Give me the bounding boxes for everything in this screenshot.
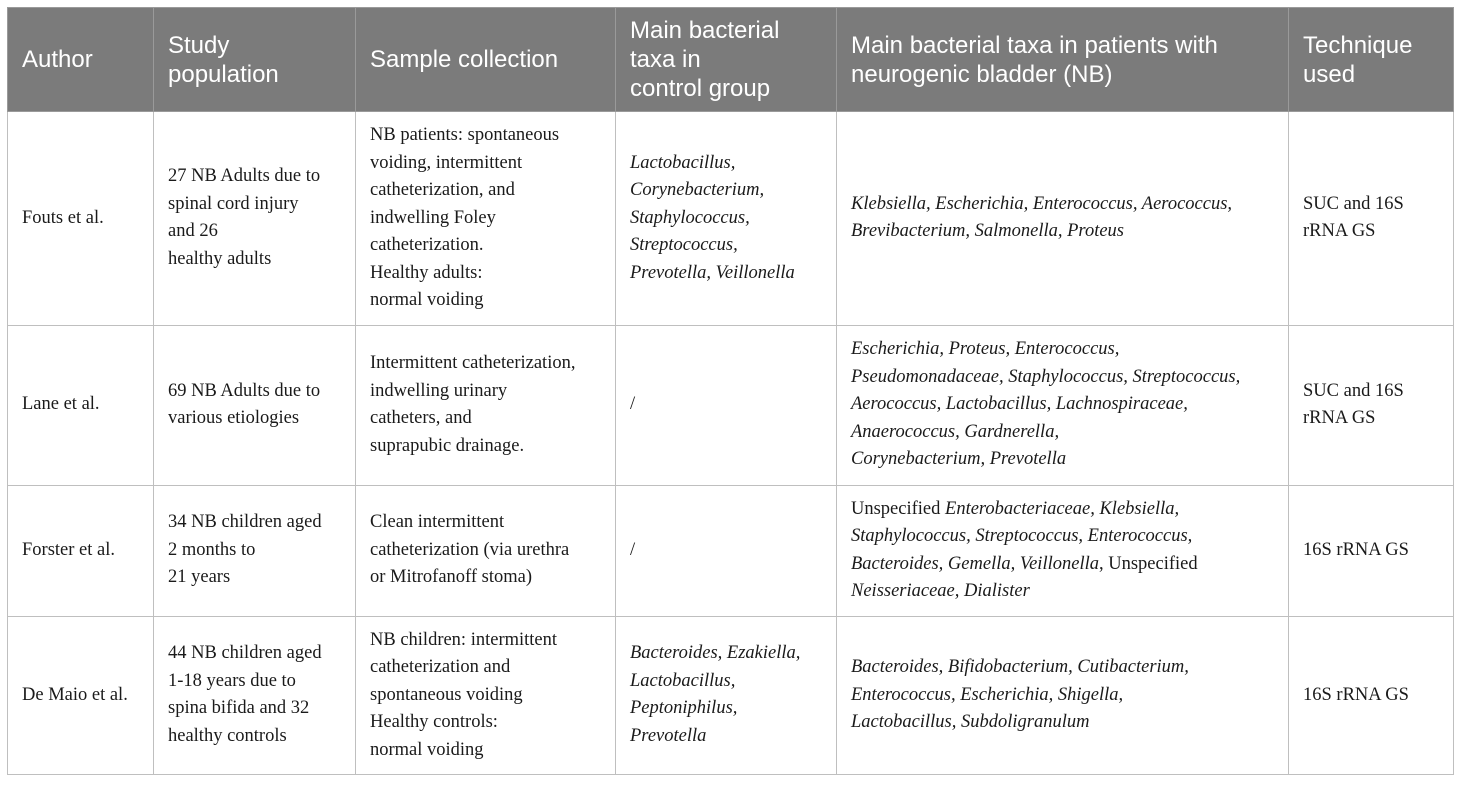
- header-line: control group: [630, 75, 771, 102]
- cell-population: [154, 325, 356, 485]
- cell-line: [851, 578, 1274, 606]
- header-line: taxa in: [630, 46, 701, 73]
- cell-line: 1-18 years due to: [168, 670, 296, 691]
- cell-line: suprapubic drainage.: [370, 435, 525, 456]
- cell-line: Intermittent catheterization,: [370, 353, 576, 373]
- cell-control-taxa: [616, 112, 837, 326]
- cell-line: Lane et al.: [22, 394, 100, 415]
- cell-line: catheterization, and: [370, 180, 515, 200]
- cell-nb-taxa: [837, 325, 1289, 485]
- cell-line: [851, 523, 1274, 551]
- cell-sample-collection: [356, 112, 616, 326]
- cell-line: 16S rRNA GS: [1303, 684, 1409, 705]
- cell-line: Prevotella: [630, 725, 707, 746]
- cell-population: [154, 112, 356, 326]
- cell-line: Aerococcus, Lactobacillus, Lachnospiraceae,: [851, 394, 1188, 415]
- cell-line: healthy controls: [168, 725, 287, 746]
- cell-technique: [1289, 616, 1454, 775]
- header-line: Study: [168, 31, 230, 59]
- cell-line: and 26: [168, 221, 218, 242]
- cell-line: Streptococcus,: [630, 235, 738, 255]
- cell-sample-collection: [356, 616, 616, 775]
- table-row: [8, 112, 1454, 326]
- cell-line: Forster et al.: [22, 539, 115, 560]
- cell-line: Peptoniphilus,: [630, 698, 738, 719]
- cell-author: [8, 325, 154, 485]
- cell-line: spina bifida and 32: [168, 698, 310, 719]
- header-line: Main bacterial: [630, 17, 780, 44]
- cell-line: Enterococcus, Escherichia, Shigella,: [851, 684, 1124, 705]
- cell-line: Clean intermittent: [370, 512, 505, 533]
- cell-line: spontaneous voiding: [370, 684, 523, 705]
- cell-line: various etiologies: [168, 408, 300, 428]
- cell-line: Escherichia, Proteus, Enterococcus,: [851, 339, 1120, 360]
- text-run: Bacteroides, Gemella, Veillonella: [851, 553, 1099, 574]
- cell-line: Healthy controls:: [370, 712, 498, 732]
- cell-line: NB patients: spontaneous: [370, 125, 560, 145]
- cell-author: [8, 616, 154, 775]
- cell-line: normal voiding: [370, 739, 484, 760]
- cell-line: Brevibacterium, Salmonella, Proteus: [851, 221, 1124, 242]
- cell-line: 69 NB Adults due to: [168, 380, 321, 401]
- text-run: Neisseriaceae, Dialister: [851, 581, 1030, 601]
- cell-line: 2 months to: [168, 539, 256, 560]
- header-line: Sample collection: [370, 46, 559, 73]
- table-body: [8, 112, 1454, 775]
- table-row: [8, 616, 1454, 775]
- cell-line: /: [630, 394, 636, 415]
- cell-line: Lactobacillus,: [630, 152, 736, 173]
- cell-line: voiding, intermittent: [370, 152, 523, 173]
- cell-technique: [1289, 112, 1454, 326]
- cell-line: SUC and 16S: [1303, 380, 1404, 401]
- header-technique: [1289, 8, 1454, 112]
- cell-line: catheterization (via urethra: [370, 539, 570, 560]
- cell-line: healthy adults: [168, 248, 272, 269]
- header-line: Technique: [1303, 31, 1413, 59]
- header-study-population: [154, 8, 356, 112]
- microbiome-studies-table: [7, 7, 1454, 775]
- cell-control-taxa: [616, 325, 837, 485]
- cell-line: rRNA GS: [1303, 221, 1376, 242]
- cell-technique: [1289, 325, 1454, 485]
- cell-population: [154, 485, 356, 616]
- cell-control-taxa: [616, 616, 837, 775]
- cell-line: catheterization.: [370, 235, 484, 255]
- cell-line: /: [630, 539, 636, 560]
- cell-line: catheters, and: [370, 408, 472, 428]
- header-control-taxa: [616, 8, 837, 112]
- cell-line: Bacteroides, Ezakiella,: [630, 643, 801, 664]
- cell-line: [851, 496, 1274, 524]
- cell-line: Staphylococcus,: [630, 207, 750, 228]
- cell-line: [851, 551, 1274, 579]
- cell-line: Klebsiella, Escherichia, Enterococcus, Aerococcus,: [851, 193, 1233, 214]
- cell-line: Healthy adults:: [370, 262, 483, 283]
- cell-line: Lactobacillus,: [630, 670, 736, 691]
- cell-sample-collection: [356, 325, 616, 485]
- text-run: Unspecified: [851, 498, 946, 519]
- cell-line: Corynebacterium, Prevotella: [851, 449, 1067, 470]
- header-line: used: [1303, 60, 1356, 88]
- cell-nb-taxa: [837, 616, 1289, 775]
- header-sample-collection: [356, 8, 616, 112]
- table-header: [8, 8, 1454, 112]
- cell-line: NB children: intermittent: [370, 629, 558, 650]
- cell-line: Lactobacillus, Subdoligranulum: [851, 712, 1090, 732]
- header-author: [8, 8, 154, 112]
- microbiome-table-container: [7, 7, 1453, 775]
- table-row: [8, 485, 1454, 616]
- text-run: Enterobacteriaceae, Klebsiella,: [945, 498, 1180, 519]
- header-row: [8, 8, 1454, 112]
- cell-control-taxa: [616, 485, 837, 616]
- cell-line: 34 NB children aged: [168, 512, 322, 533]
- header-line: Author: [22, 46, 93, 73]
- cell-line: indwelling Foley: [370, 207, 496, 228]
- header-line: neurogenic bladder (NB): [851, 60, 1113, 88]
- cell-sample-collection: [356, 485, 616, 616]
- cell-line: 16S rRNA GS: [1303, 539, 1409, 560]
- cell-line: spinal cord injury: [168, 193, 299, 214]
- cell-author: [8, 485, 154, 616]
- cell-line: or Mitrofanoff stoma): [370, 567, 533, 588]
- cell-line: De Maio et al.: [22, 684, 128, 705]
- cell-line: SUC and 16S: [1303, 193, 1404, 214]
- text-run: Staphylococcus, Streptococcus, Enterococcus,: [851, 526, 1193, 546]
- cell-line: Pseudomonadaceae, Staphylococcus, Streptococcus,: [851, 366, 1241, 387]
- cell-nb-taxa: [837, 485, 1289, 616]
- cell-line: 44 NB children aged: [168, 643, 322, 664]
- cell-technique: [1289, 485, 1454, 616]
- cell-line: 21 years: [168, 567, 231, 588]
- cell-line: normal voiding: [370, 290, 484, 310]
- header-line: population: [168, 60, 279, 88]
- cell-line: indwelling urinary: [370, 380, 508, 401]
- text-run: , Unspecified: [1098, 553, 1198, 574]
- cell-line: Fouts et al.: [22, 207, 104, 228]
- cell-line: Anaerococcus, Gardnerella,: [851, 421, 1060, 442]
- cell-line: catheterization and: [370, 657, 511, 677]
- header-line: Main bacterial taxa in patients with: [851, 31, 1218, 59]
- header-nb-taxa: [837, 8, 1289, 112]
- cell-line: rRNA GS: [1303, 408, 1376, 428]
- cell-line: Bacteroides, Bifidobacterium, Cutibacterium,: [851, 657, 1189, 677]
- cell-author: [8, 112, 154, 326]
- cell-line: Corynebacterium,: [630, 180, 765, 200]
- cell-line: 27 NB Adults due to: [168, 166, 321, 187]
- table-row: [8, 325, 1454, 485]
- cell-line: Prevotella, Veillonella: [630, 262, 795, 283]
- cell-population: [154, 616, 356, 775]
- cell-nb-taxa: [837, 112, 1289, 326]
